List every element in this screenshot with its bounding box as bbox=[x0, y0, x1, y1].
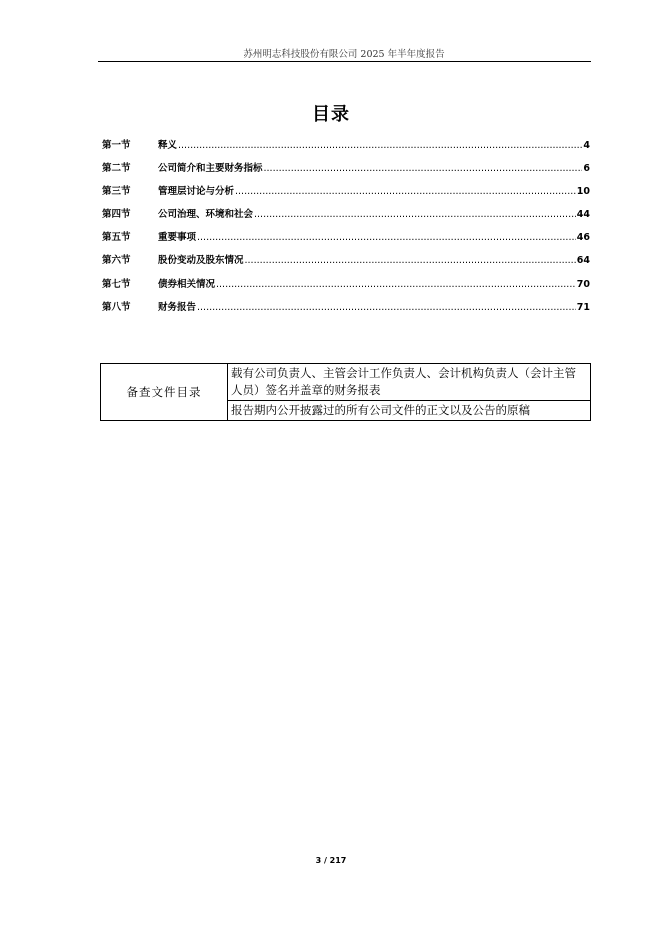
toc-entry[interactable] bbox=[102, 252, 590, 275]
reference-document-item: 载有公司负责人、主管会计工作负责人、会计机构负责人（会计主管人员）签名并盖章的财务报表 bbox=[228, 364, 591, 401]
toc-leader-dots bbox=[245, 255, 576, 266]
toc-entry[interactable] bbox=[102, 137, 590, 160]
toc-page-number: 10 bbox=[576, 186, 590, 198]
toc-entry[interactable] bbox=[102, 276, 590, 299]
toc-section-number: 第一节 bbox=[102, 140, 131, 151]
toc-leader-dots bbox=[216, 279, 576, 290]
toc-entry[interactable] bbox=[102, 160, 590, 183]
toc-section-title: 财务报告 bbox=[158, 301, 197, 313]
toc-section-title: 重要事项 bbox=[158, 232, 197, 244]
toc-entry[interactable] bbox=[102, 183, 590, 206]
toc-section-title: 债券相关情况 bbox=[158, 278, 216, 290]
toc-leader-dots bbox=[254, 209, 576, 220]
toc-section-title: 公司简介和主要财务指标 bbox=[158, 163, 263, 175]
toc-entry[interactable] bbox=[102, 299, 590, 322]
toc-page-number: 6 bbox=[583, 163, 590, 175]
reference-documents-table bbox=[100, 363, 591, 421]
toc-section-number: 第五节 bbox=[102, 232, 131, 244]
toc-page-number: 64 bbox=[576, 255, 590, 267]
toc-entry[interactable] bbox=[102, 229, 590, 252]
reference-document-item: 报告期内公开披露过的所有公司文件的正文以及公告的原稿 bbox=[228, 401, 591, 421]
toc-section-number: 第二节 bbox=[102, 163, 131, 175]
toc-entry[interactable] bbox=[102, 206, 590, 229]
page-number: 3 / 217 bbox=[315, 856, 347, 865]
header-divider bbox=[98, 61, 591, 62]
reference-documents-label: 备查文件目录 bbox=[101, 364, 228, 421]
toc-leader-dots bbox=[235, 186, 576, 197]
toc-section-title: 公司治理、环境和社会 bbox=[158, 209, 254, 221]
toc-leader-dots bbox=[197, 302, 576, 313]
table-row bbox=[101, 364, 591, 401]
toc-leader-dots bbox=[197, 232, 576, 243]
page-title: 目录 bbox=[312, 104, 350, 125]
toc-section-number: 第四节 bbox=[102, 209, 131, 221]
toc-page-number: 4 bbox=[583, 140, 590, 151]
toc-section-number: 第三节 bbox=[102, 186, 131, 198]
table-of-contents bbox=[102, 137, 590, 322]
toc-section-number: 第八节 bbox=[102, 301, 131, 313]
toc-leader-dots bbox=[264, 163, 583, 174]
toc-page-number: 46 bbox=[576, 232, 590, 244]
toc-leader-dots bbox=[178, 140, 582, 151]
toc-section-number: 第六节 bbox=[102, 255, 131, 267]
toc-section-title: 股份变动及股东情况 bbox=[158, 255, 244, 267]
toc-page-number: 71 bbox=[576, 301, 590, 313]
toc-page-number: 70 bbox=[576, 278, 590, 290]
toc-section-title: 管理层讨论与分析 bbox=[158, 186, 235, 198]
running-header: 苏州明志科技股份有限公司 2025 年半年度报告 bbox=[243, 49, 445, 60]
toc-section-number: 第七节 bbox=[102, 278, 131, 290]
toc-section-title: 释义 bbox=[158, 140, 178, 151]
toc-page-number: 44 bbox=[576, 209, 590, 221]
